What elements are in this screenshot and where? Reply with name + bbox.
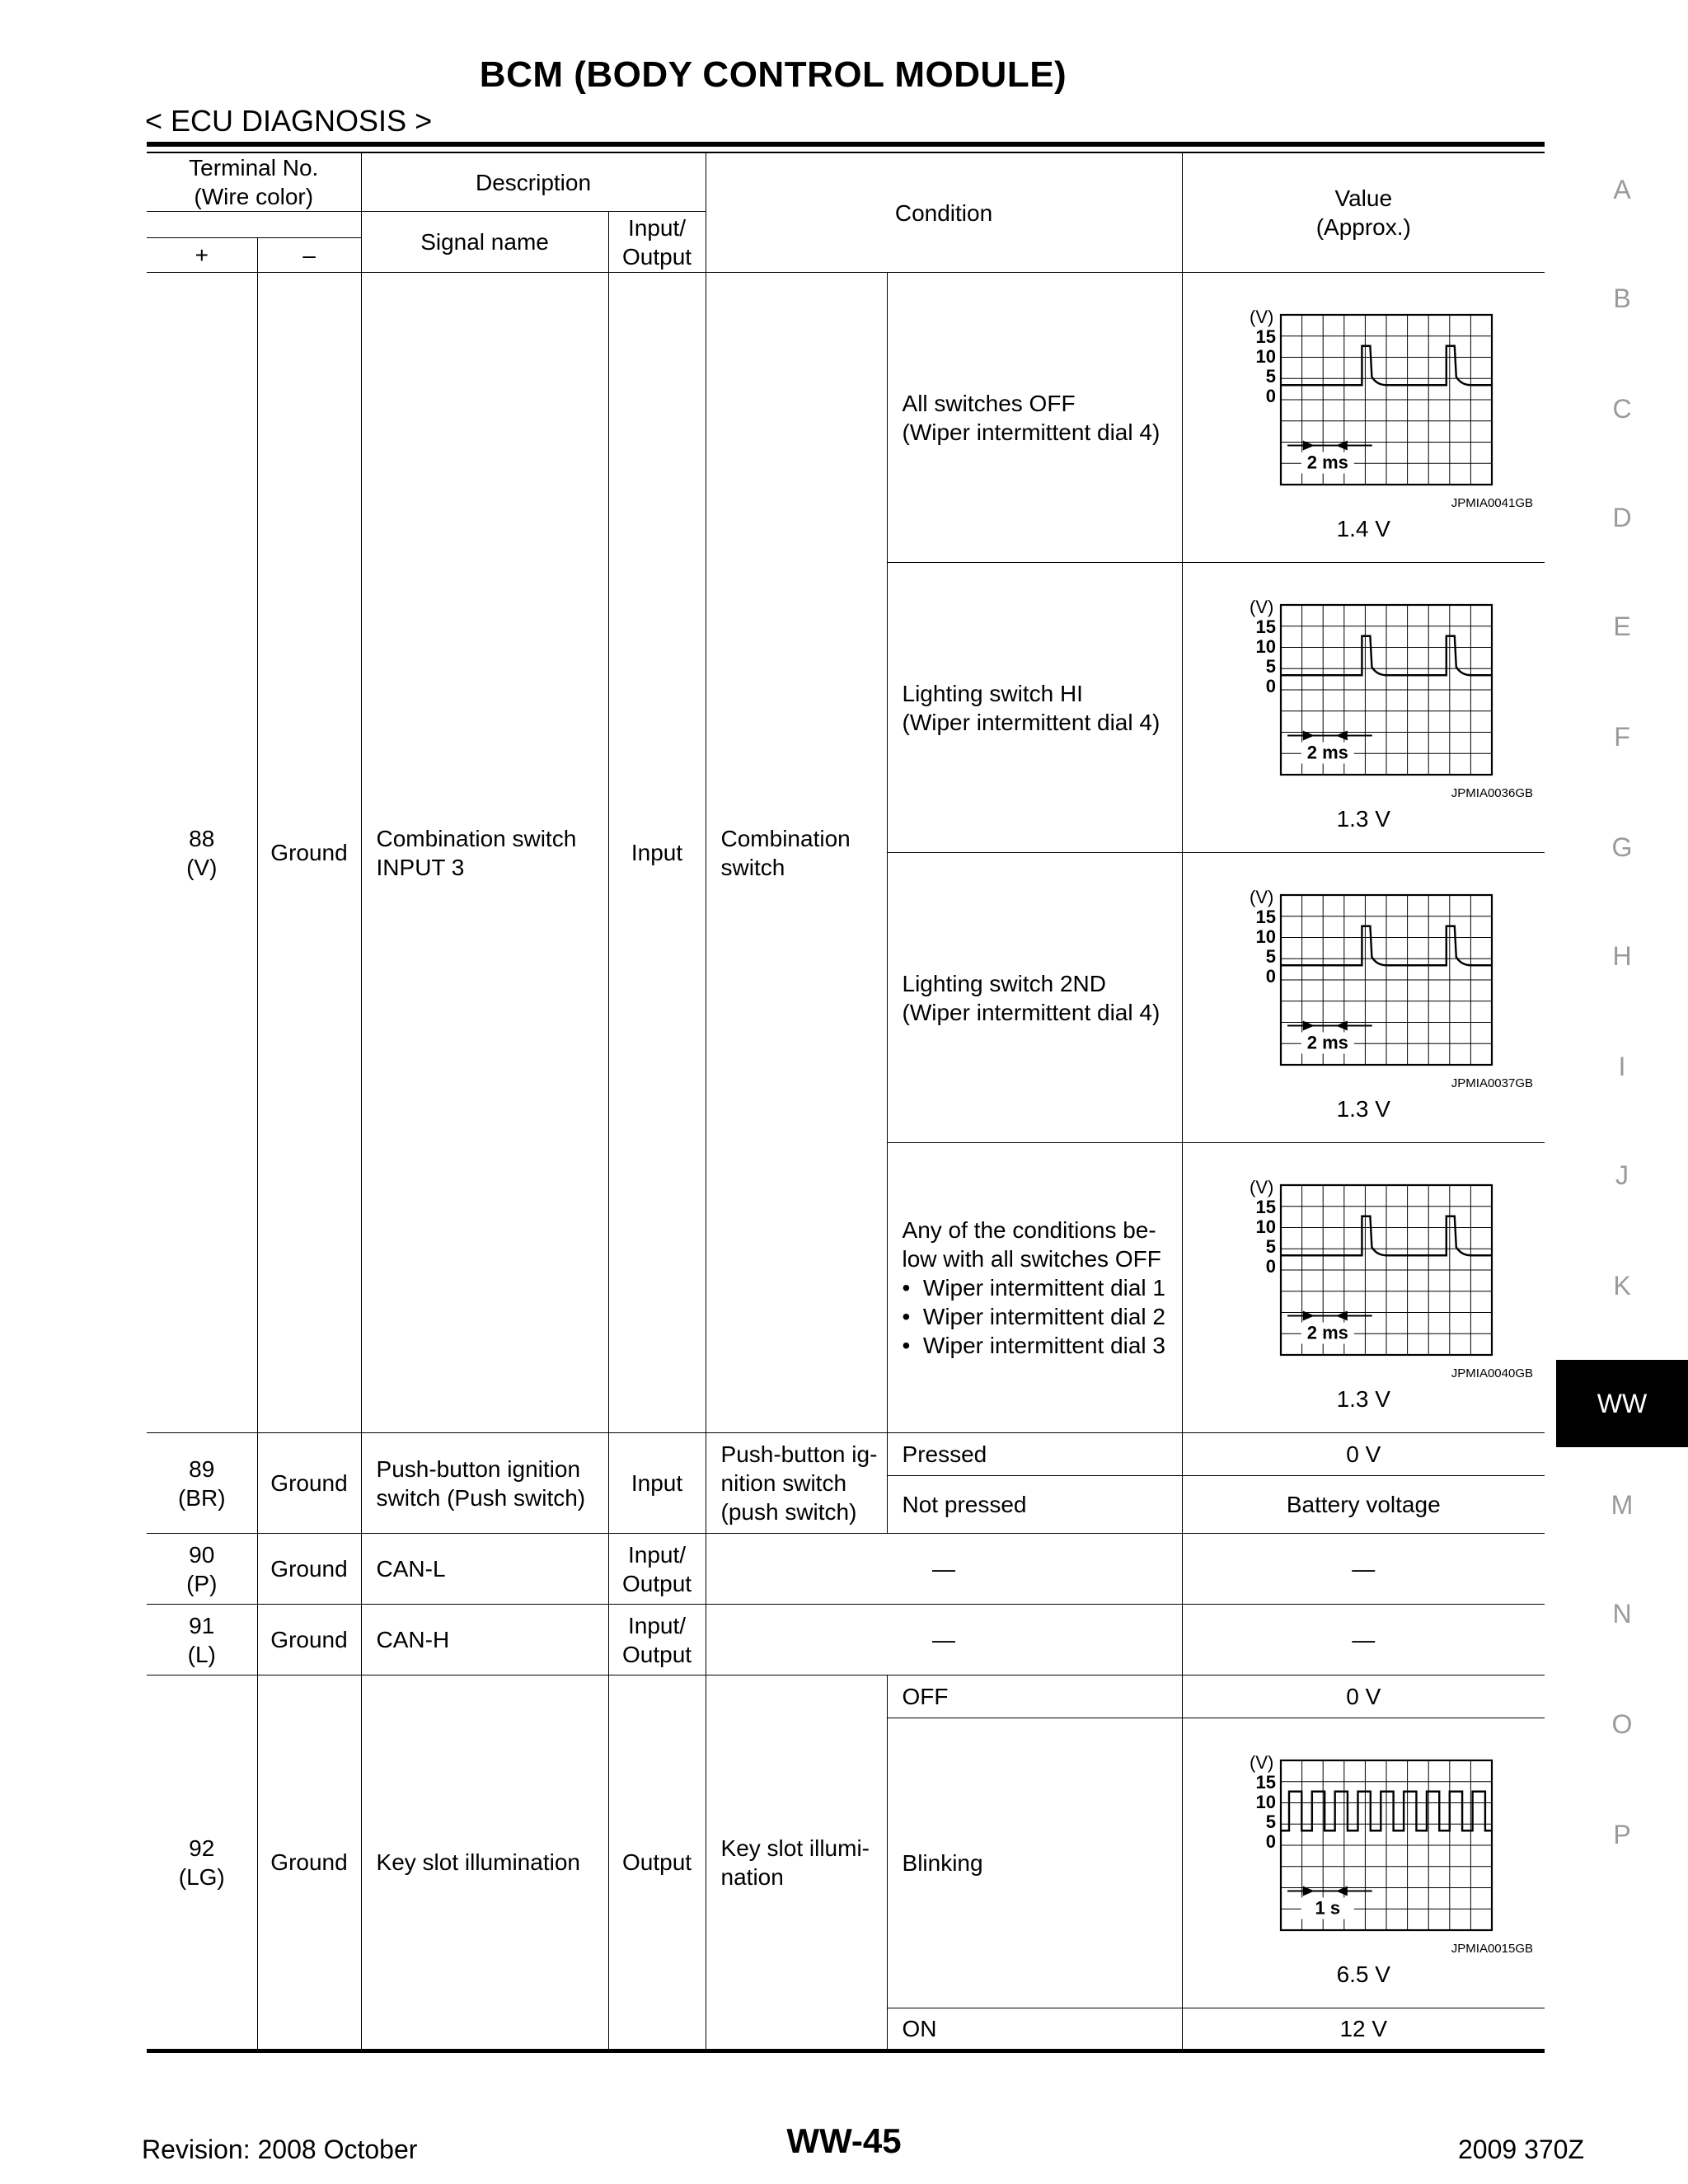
side-tab-n[interactable]: N xyxy=(1612,1599,1632,1629)
value-text: 1.3 V xyxy=(1336,1386,1390,1413)
y-unit-label: (V) xyxy=(1250,886,1274,907)
y-tick-label: 0 xyxy=(1266,965,1277,987)
condition-90: — xyxy=(706,1534,1182,1605)
y-tick-label: 0 xyxy=(1266,675,1277,696)
side-tab-h[interactable]: H xyxy=(1612,941,1632,971)
value-89-2: Battery voltage xyxy=(1182,1476,1545,1534)
side-tab-k[interactable]: K xyxy=(1613,1271,1631,1301)
figure-id: JPMIA0036GB xyxy=(1451,785,1534,800)
subcondition-89-1: Pressed xyxy=(887,1433,1182,1476)
y-tick-label: 0 xyxy=(1266,1255,1277,1277)
revision-text: Revision: 2008 October xyxy=(142,2135,418,2164)
side-tab-o[interactable]: O xyxy=(1611,1709,1633,1739)
terminal-90: 90 (P) xyxy=(147,1534,257,1605)
bullet-item: • Wiper intermittent dial 1 xyxy=(902,1275,1165,1301)
terminal-91: 91 (L) xyxy=(147,1605,257,1675)
table-row-89 xyxy=(147,1433,1545,1476)
y-unit-label: (V) xyxy=(1250,1751,1274,1773)
ground-89: Ground xyxy=(257,1433,361,1534)
subcondition-89-2: Not pressed xyxy=(887,1476,1182,1534)
condition-92: Key slot illumi- nation xyxy=(706,1675,887,2050)
io-92: Output xyxy=(608,1675,706,2050)
header-input-output: Input/ Output xyxy=(608,212,706,273)
header-signal-name: Signal name xyxy=(361,212,608,273)
time-scale-label: 2 ms xyxy=(1306,1032,1349,1053)
subcondition-92-2: Blinking xyxy=(887,1718,1182,2008)
value-92-2 xyxy=(1182,1718,1545,2008)
ground-91: Ground xyxy=(257,1605,361,1675)
header-condition: Condition xyxy=(706,153,1182,273)
value-92-1: 0 V xyxy=(1182,1675,1545,1718)
header-terminal-spacer xyxy=(147,212,361,238)
subcondition-88-4: Any of the conditions be- low with all switches OFF • Wiper intermittent dial 1 • Wiper intermittent dial 2 • Wiper intermittent dial 3 xyxy=(887,1143,1182,1433)
header-minus: – xyxy=(257,238,361,273)
terminal-89: 89 (BR) xyxy=(147,1433,257,1534)
signal-91: CAN-H xyxy=(361,1605,608,1675)
subcondition-92-3: ON xyxy=(887,2008,1182,2050)
signal-90: CAN-L xyxy=(361,1534,608,1605)
header-description: Description xyxy=(361,153,706,212)
page-title: BCM (BODY CONTROL MODULE) xyxy=(479,54,1067,95)
value-88-4 xyxy=(1182,1143,1545,1433)
io-91: Input/ Output xyxy=(608,1605,706,1675)
terminal-88: 88 (V) xyxy=(147,273,257,1433)
ground-88: Ground xyxy=(257,273,361,1433)
bullet-item: • Wiper intermittent dial 3 xyxy=(902,1333,1165,1358)
value-89-1: 0 V xyxy=(1182,1433,1545,1476)
model-text: 2009 370Z xyxy=(1457,2135,1584,2164)
time-scale-label: 1 s xyxy=(1315,1897,1341,1919)
subcondition-88-1: All switches OFF (Wiper intermittent dial 4) xyxy=(887,273,1182,563)
waveform-chart-88-4 xyxy=(1231,1162,1495,1360)
y-tick-label: 5 xyxy=(1266,1811,1277,1832)
side-tab-j[interactable]: J xyxy=(1615,1160,1629,1190)
bottom-rule xyxy=(147,2049,1545,2053)
time-scale-label: 2 ms xyxy=(1306,742,1349,763)
signal-88: Combination switch INPUT 3 xyxy=(361,273,608,1433)
table-row-92 xyxy=(147,1675,1545,1718)
figure-id: JPMIA0041GB xyxy=(1451,495,1534,510)
side-tab-d[interactable]: D xyxy=(1612,503,1632,532)
side-tab-b[interactable]: B xyxy=(1613,284,1631,313)
y-tick-label: 10 xyxy=(1255,635,1277,657)
waveform-chart-88-1 xyxy=(1231,292,1495,490)
signal-89: Push-button ignition switch (Push switch) xyxy=(361,1433,608,1534)
table-row-90 xyxy=(147,1534,1545,1605)
y-tick-label: 10 xyxy=(1255,345,1277,367)
y-tick-label: 15 xyxy=(1255,1196,1277,1217)
value-88-1 xyxy=(1182,273,1545,563)
y-unit-label: (V) xyxy=(1250,306,1274,327)
ground-90: Ground xyxy=(257,1534,361,1605)
y-tick-label: 15 xyxy=(1255,616,1277,637)
value-text: 1.3 V xyxy=(1336,806,1390,832)
header-plus: + xyxy=(147,238,257,273)
time-scale-label: 2 ms xyxy=(1306,452,1349,473)
waveform-chart-88-3 xyxy=(1231,872,1495,1070)
y-tick-label: 5 xyxy=(1266,1235,1277,1257)
y-unit-label: (V) xyxy=(1250,596,1274,617)
side-tab-i[interactable]: I xyxy=(1618,1052,1626,1081)
side-tab-p[interactable]: P xyxy=(1613,1820,1631,1849)
figure-id: JPMIA0040GB xyxy=(1451,1366,1534,1380)
side-tab-e[interactable]: E xyxy=(1613,612,1631,641)
condition-88: Combination switch xyxy=(706,273,887,1433)
y-tick-label: 10 xyxy=(1255,1216,1277,1237)
waveform-chart-88-2 xyxy=(1231,582,1495,780)
io-89: Input xyxy=(608,1433,706,1534)
y-tick-label: 5 xyxy=(1266,365,1277,387)
value-88-2 xyxy=(1182,563,1545,853)
condition-91: — xyxy=(706,1605,1182,1675)
value-text: 6.5 V xyxy=(1336,1961,1390,1988)
condition-89: Push-button ig- nition switch (push switch) xyxy=(706,1433,887,1534)
bullet-item: • Wiper intermittent dial 2 xyxy=(902,1304,1165,1329)
signal-92: Key slot illumination xyxy=(361,1675,608,2050)
side-tab-ww[interactable]: WW xyxy=(1556,1360,1688,1447)
side-tab-m[interactable]: M xyxy=(1611,1490,1634,1520)
table-row-88 xyxy=(147,273,1545,563)
value-92-3: 12 V xyxy=(1182,2008,1545,2050)
header-value: Value (Approx.) xyxy=(1182,153,1545,273)
table-row-91 xyxy=(147,1605,1545,1675)
y-tick-label: 10 xyxy=(1255,1791,1277,1812)
io-88: Input xyxy=(608,273,706,1433)
figure-id: JPMIA0015GB xyxy=(1451,1941,1534,1956)
subcondition-88-3: Lighting switch 2ND (Wiper intermittent dial 4) xyxy=(887,853,1182,1143)
ground-92: Ground xyxy=(257,1675,361,2050)
top-rule xyxy=(147,142,1545,147)
y-tick-label: 10 xyxy=(1255,926,1277,947)
value-91: — xyxy=(1182,1605,1545,1675)
side-tab-f[interactable]: F xyxy=(1614,722,1630,752)
header-terminal-no: Terminal No. (Wire color) xyxy=(147,153,361,212)
terminal-spec-table xyxy=(147,153,1545,2050)
value-text: 1.3 V xyxy=(1336,1096,1390,1122)
y-tick-label: 15 xyxy=(1255,906,1277,927)
y-tick-label: 15 xyxy=(1255,326,1277,347)
value-90: — xyxy=(1182,1534,1545,1605)
page-number: WW-45 xyxy=(786,2121,902,2160)
y-tick-label: 5 xyxy=(1266,655,1277,677)
y-tick-label: 0 xyxy=(1266,385,1277,406)
value-88-3 xyxy=(1182,853,1545,1143)
waveform-chart-92 xyxy=(1231,1737,1495,1935)
terminal-92: 92 (LG) xyxy=(147,1675,257,2050)
side-tab-c[interactable]: C xyxy=(1612,394,1632,424)
section-heading: < ECU DIAGNOSIS > xyxy=(145,104,433,138)
side-tab-g[interactable]: G xyxy=(1611,832,1633,862)
subcondition-92-1: OFF xyxy=(887,1675,1182,1718)
value-text: 1.4 V xyxy=(1336,516,1390,542)
y-tick-label: 0 xyxy=(1266,1830,1277,1852)
y-tick-label: 15 xyxy=(1255,1771,1277,1793)
io-90: Input/ Output xyxy=(608,1534,706,1605)
time-scale-label: 2 ms xyxy=(1306,1322,1349,1343)
subcondition-88-2: Lighting switch HI (Wiper intermittent dial 4) xyxy=(887,563,1182,853)
side-tab-a[interactable]: A xyxy=(1613,175,1631,204)
figure-id: JPMIA0037GB xyxy=(1451,1076,1534,1090)
y-unit-label: (V) xyxy=(1250,1176,1274,1197)
y-tick-label: 5 xyxy=(1266,945,1277,967)
